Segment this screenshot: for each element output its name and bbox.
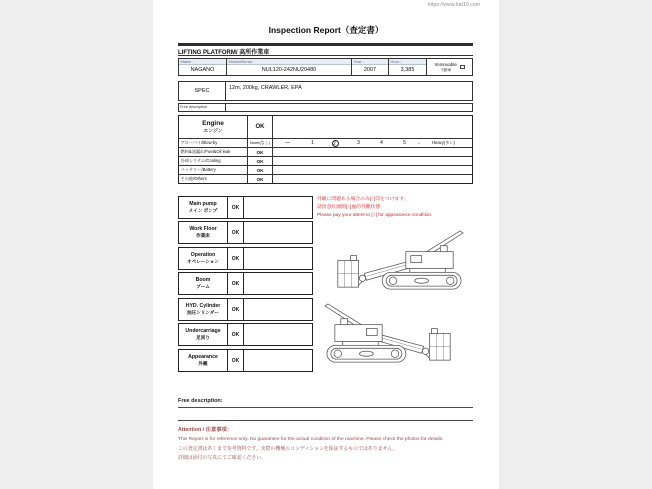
attention-divider-line	[178, 420, 473, 421]
spec-label: SPEC	[179, 82, 226, 100]
blowby-row	[179, 138, 472, 147]
machine-illustrations	[314, 227, 478, 373]
checklist-note-area	[244, 350, 312, 371]
checklist-status: OK	[228, 350, 244, 371]
engine-header-note-area	[273, 116, 472, 138]
checklist-status: OK	[228, 222, 244, 243]
model-serial-value: NUL120-242NU20480	[261, 67, 317, 73]
engine-row-others	[179, 174, 472, 183]
boom-lift-illustration-bottom	[314, 300, 474, 371]
checklist-note-area	[244, 324, 312, 345]
engine-row-note-area	[273, 166, 472, 174]
blowby-dash: ―	[285, 140, 290, 146]
attention-title: Attention / 注意事項：	[178, 427, 233, 433]
attention-line-jp-1: この査定書はあくまで参考資料です。実際の機械のコンディションを保証するものではありません。	[178, 446, 398, 452]
blowby-scale-3: 3	[357, 140, 360, 146]
spec-free-description-label: Free description	[179, 104, 226, 111]
checklist-label-jp: 足回り	[196, 334, 210, 340]
checklist-label-en: Appearance	[188, 354, 218, 361]
blowby-scale-5: 5	[403, 140, 406, 146]
blowby-scale	[273, 139, 472, 147]
blowby-max-label: Heavy(多い)	[432, 140, 456, 145]
engine-row-status: OK	[248, 148, 273, 156]
checklist-status: OK	[228, 197, 244, 218]
engine-row-status: OK	[248, 157, 273, 165]
maker-value: NAGANO	[190, 67, 215, 73]
checklist-label-jp: 油圧シリンダー	[187, 309, 219, 315]
maker-label: Maker :	[179, 59, 226, 65]
section-title: LIFTING PLATFORM/ 高所作業車	[178, 49, 270, 56]
appearance-notice	[317, 196, 477, 221]
immovable-cell	[426, 59, 472, 75]
blowby-min-label: None(なし)	[248, 139, 273, 147]
engine-status: OK	[248, 116, 273, 138]
checklist-label-jp: オペレーション	[187, 258, 219, 264]
checklist-box-hyd-cylinder	[178, 298, 313, 321]
model-serial-cell	[226, 59, 351, 75]
checklist-note-area	[244, 248, 312, 269]
free-description-line	[178, 407, 473, 408]
hour-cell	[388, 59, 426, 75]
boom-lift-illustration-top	[314, 227, 474, 298]
checklist-status: OK	[228, 299, 244, 320]
immovable-checkbox[interactable]	[460, 65, 465, 70]
section-divider-bar	[178, 43, 473, 46]
checklist-status: OK	[228, 248, 244, 269]
machine-id-table	[178, 58, 473, 76]
spec-value: 12m, 200kg, CRAWLER, EPA	[229, 85, 302, 91]
checklist-label-en: Main pump	[189, 201, 217, 208]
checklist-box-operation	[178, 247, 313, 270]
checklist-label-en: Operation	[190, 252, 216, 259]
engine-row-fuel-oil-leak	[179, 147, 472, 156]
checklist-box-work-floor	[178, 221, 313, 244]
checklist-note-area	[244, 299, 312, 320]
engine-title-en: Engine	[202, 120, 224, 127]
page-title: Inspection Report（査定書）	[268, 25, 384, 35]
engine-row-label: バッテリー/Battery	[179, 166, 248, 174]
blowby-arrow-icon: →	[416, 140, 421, 146]
checklist-label-jp: 作業床	[196, 232, 210, 238]
checklist-label-en: Undercarriage	[185, 328, 221, 335]
checklist-box-undercarriage	[178, 323, 313, 346]
blowby-scale-2-selected: 2	[332, 140, 339, 147]
checklist-label-en: Boom	[195, 277, 211, 284]
checklist-box-boom	[178, 272, 313, 295]
attention-line-en: This Report is for reference only. No guarantee for the actual condition of the machine. Please check the photos for details.	[178, 437, 444, 442]
checklist-note-area	[244, 197, 312, 218]
checklist-label-en: HYD. Cylinder	[185, 303, 221, 310]
engine-row-battery	[179, 165, 472, 174]
checklist-note-area	[244, 222, 312, 243]
immovable-label: Immovable	[434, 62, 457, 67]
checklist-label-en: Work Floor	[189, 226, 217, 233]
engine-row-label: 燃料&油漏れ/Fuel&Oil leak	[179, 148, 248, 156]
free-description-label: Free description:	[178, 398, 223, 404]
engine-row-note-area	[273, 175, 472, 183]
spec-free-description-row	[178, 103, 473, 112]
notice-line-zh: 請留意紅圈圈[○]處的外觀状態。	[317, 205, 385, 211]
spec-box	[178, 81, 473, 101]
year-value: 2007	[363, 67, 377, 73]
attention-line-jp-2: 詳細は添付の写真にてご確認ください。	[178, 456, 267, 461]
engine-row-note-area	[273, 148, 472, 156]
notice-line-en: Please pay your attent to [○] for appearance condition.	[317, 213, 433, 219]
engine-row-status: OK	[248, 175, 273, 183]
engine-row-label: 冷却システム/Cooling	[179, 157, 248, 165]
engine-row-status: OK	[248, 166, 273, 174]
section-underline	[178, 55, 473, 56]
year-cell	[351, 59, 388, 75]
source-url: https://www.hat10.com	[427, 2, 480, 8]
blowby-label: ブローバイ/Blow-by	[179, 139, 248, 147]
hour-label: Hour :	[389, 59, 426, 65]
hour-value: 3,385	[400, 67, 415, 73]
checklist-label-jp: ブーム	[196, 283, 210, 289]
report-page	[153, 0, 499, 489]
model-serial-label: Model#Serial :	[227, 59, 351, 65]
checklist-label-jp: メイン ポンプ	[188, 207, 218, 213]
checklist-box-main-pump	[178, 196, 313, 219]
engine-row-note-area	[273, 157, 472, 165]
checklist-status: OK	[228, 324, 244, 345]
engine-title-jp: エンジン	[203, 129, 223, 134]
checklist-status: OK	[228, 273, 244, 294]
engine-table	[178, 115, 473, 184]
engine-row-label: その他/Others	[179, 175, 248, 183]
year-label: Year :	[352, 59, 388, 65]
checklist-box-appearance	[178, 349, 313, 372]
maker-cell	[179, 59, 226, 75]
blowby-scale-4: 4	[380, 140, 383, 146]
attention-text	[178, 435, 478, 464]
checklist-label-jp: 外観	[198, 360, 208, 366]
blowby-scale-1: 1	[311, 140, 314, 146]
checklist-note-area	[244, 273, 312, 294]
immovable-label-jp: 不動車	[440, 67, 452, 72]
engine-row-cooling	[179, 156, 472, 165]
engine-header-row	[179, 116, 472, 138]
notice-line-jp: 外観に問題ある場合のみ[○]印をつけます。	[317, 197, 409, 202]
